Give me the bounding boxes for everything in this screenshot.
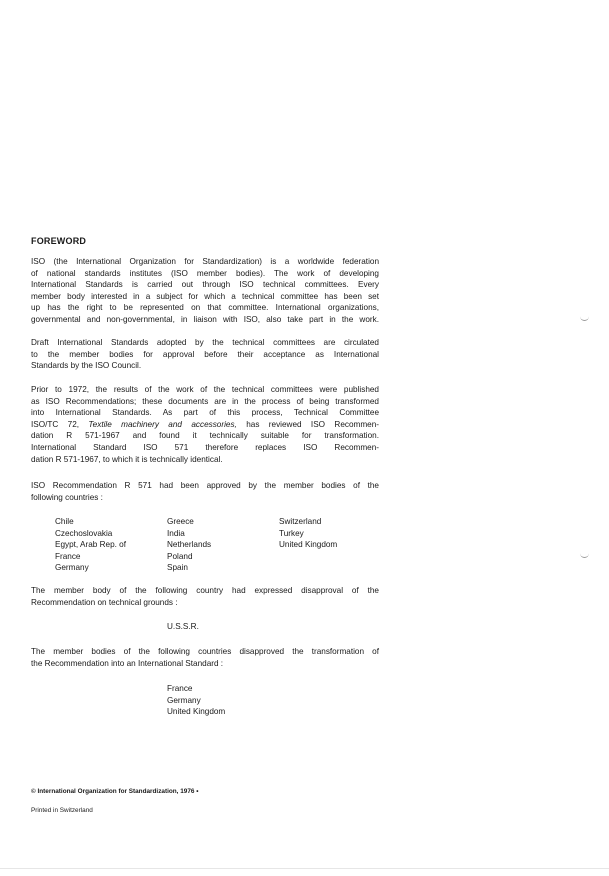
foreword-paragraph-1	[31, 256, 379, 326]
country-item: United Kingdom	[167, 707, 226, 717]
country-item: India	[167, 528, 185, 538]
country-column	[167, 516, 287, 574]
printed-in-notice: Printed in Switzerland	[31, 807, 93, 814]
text-line: ISO Recommendation R 571 had been approved by the member bodies of the	[31, 481, 379, 490]
foreword-paragraph-3	[31, 384, 379, 465]
text-fragment: ISO/TC 72,	[31, 419, 89, 429]
country-item: Greece	[167, 517, 194, 526]
text-line: dation R 571-1967, to which it is technically identical.	[31, 454, 223, 464]
text-line: into International Standards. As part of this process, Technical Committee	[31, 408, 379, 418]
foreword-paragraph-2	[31, 337, 379, 372]
country-column	[279, 516, 399, 551]
page-bottom-edge	[0, 868, 609, 869]
text-line: following countries :	[31, 492, 103, 502]
text-line: as ISO Recommendations; these documents are in the process of being transformed	[31, 396, 379, 406]
foreword-heading: FOREWORD	[31, 236, 87, 246]
foreword-paragraph-5	[31, 585, 379, 608]
text-line: member body interested in a subject for which a technical committee has been set	[31, 291, 379, 301]
country-item: Chile	[55, 517, 74, 526]
country-item: Netherlands	[167, 540, 212, 550]
margin-mark	[580, 316, 589, 321]
foreword-paragraph-4	[31, 480, 379, 503]
country-item: France	[55, 551, 81, 561]
text-line	[31, 419, 379, 431]
country-item: Egypt, Arab Rep. of	[55, 540, 127, 550]
committee-title: Textile machinery and accessories,	[88, 419, 237, 429]
country-item: France	[167, 684, 193, 693]
text-line: International Standard ISO 571 therefore replaces ISO Recommen-	[31, 442, 379, 452]
text-line: Prior to 1972, the results of the work of the technical committees were published	[31, 385, 379, 394]
text-line: dation R 571-1967 and found it technically suitable for transformation.	[31, 431, 379, 441]
country-item: United Kingdom	[279, 540, 338, 550]
copyright-notice: © International Organization for Standardization, 1976 •	[31, 788, 199, 795]
text-line: The member body of the following country had expressed disapproval of the	[31, 586, 379, 595]
text-line: Recommendation on technical grounds :	[31, 597, 178, 607]
text-line: ISO (the International Organization for Standardization) is a worldwide federation	[31, 257, 379, 266]
country-item: Germany	[167, 695, 201, 705]
country-item: Czechoslovakia	[55, 528, 113, 538]
text-line: governmental and non-governmental, in liaison with ISO, also take part in the work.	[31, 314, 379, 324]
text-line: up has the right to be represented on that committee. International organizations,	[31, 303, 379, 313]
text-line: The member bodies of the following countries disapproved the transformation of	[31, 647, 379, 656]
transformation-disapproved-list	[167, 683, 225, 718]
country-item: Germany	[55, 563, 89, 573]
disapproval-country: U.S.S.R.	[167, 622, 199, 631]
country-column	[55, 516, 175, 574]
text-line: the Recommendation into an International Standard :	[31, 658, 224, 668]
foreword-paragraph-6	[31, 646, 379, 669]
country-item: Spain	[167, 563, 188, 573]
text-line: Draft International Standards adopted by the technical committees are circulated	[31, 338, 379, 347]
text-line: Standards by the ISO Council.	[31, 361, 142, 371]
country-item: Poland	[167, 551, 193, 561]
margin-mark	[580, 553, 589, 558]
text-line: to the member bodies for approval before their acceptance as International	[31, 349, 379, 359]
country-item: Switzerland	[279, 517, 322, 526]
text-line: of national standards institutes (ISO member bodies). The work of developing	[31, 268, 379, 278]
country-item: Turkey	[279, 528, 304, 538]
text-fragment: has reviewed ISO Recommen-	[236, 419, 379, 429]
text-line: International Standards is carried out through ISO technical committees. Every	[31, 280, 379, 290]
